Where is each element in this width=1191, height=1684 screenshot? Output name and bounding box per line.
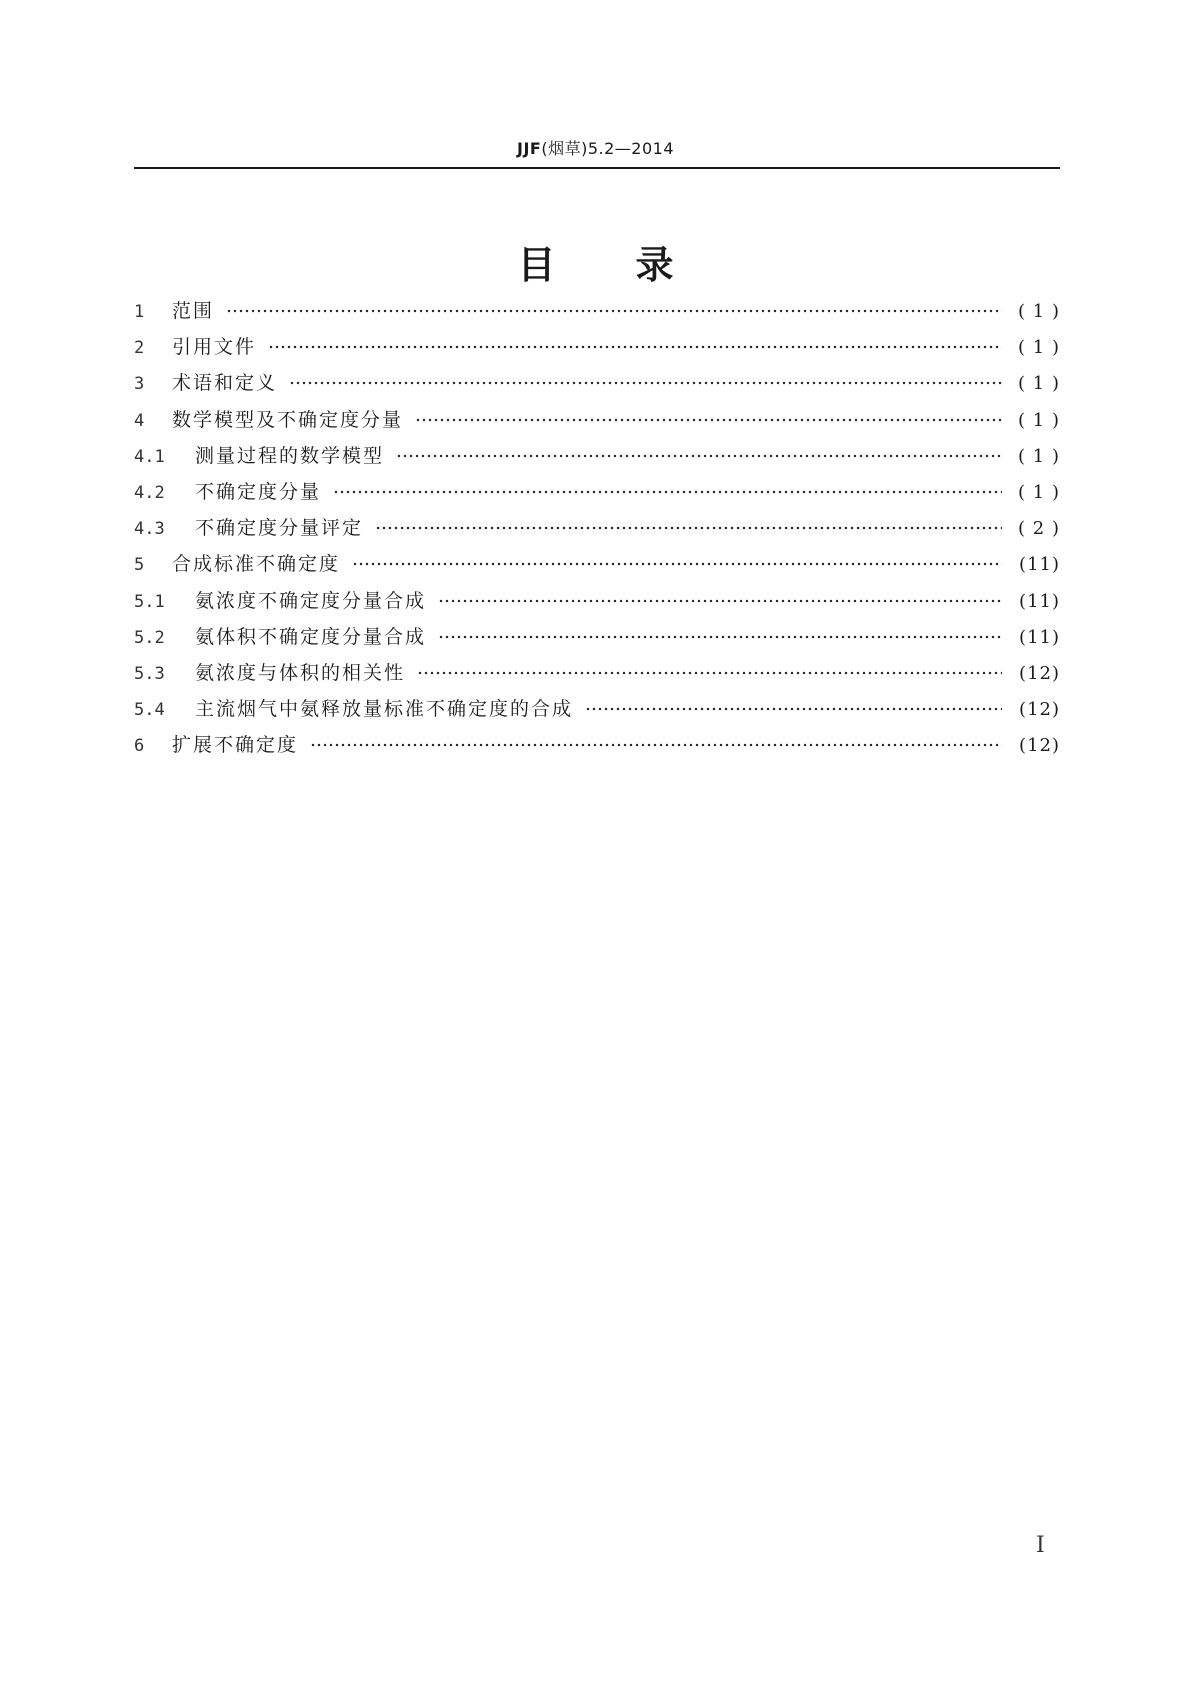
toc-page-number: (12) <box>1019 662 1060 684</box>
dot-leader <box>396 454 1002 458</box>
toc-page-number: (11) <box>1019 626 1060 648</box>
toc-entry[interactable] <box>134 694 1060 730</box>
toc-page-number: (11) <box>1019 590 1060 612</box>
dot-leader <box>438 599 1002 603</box>
toc-number: 4.3 <box>134 519 165 540</box>
dot-leader <box>352 562 1002 566</box>
page-folio: I <box>1036 1533 1045 1558</box>
dot-leader <box>310 743 1002 747</box>
toc-number: 5 <box>134 555 145 576</box>
toc-number: 5.1 <box>134 591 165 612</box>
dot-leader <box>268 345 1002 349</box>
toc-page-number: ( 1 ) <box>1018 337 1060 359</box>
toc-entry[interactable] <box>134 368 1060 404</box>
toc-page-number: ( 1 ) <box>1018 373 1060 395</box>
toc-number: 1 <box>134 302 145 322</box>
toc-entry[interactable] <box>134 477 1060 513</box>
toc-label: 氨体积不确定度分量合成 <box>195 625 427 648</box>
dot-leader <box>333 490 1002 494</box>
toc-entry[interactable] <box>134 549 1060 585</box>
toc-label: 范围 <box>172 300 215 322</box>
toc-label: 不确定度分量 <box>195 480 322 503</box>
toc-page-number: ( 1 ) <box>1018 301 1060 322</box>
toc-page-number: ( 1 ) <box>1018 445 1060 467</box>
toc-label: 不确定度分量评定 <box>195 517 364 540</box>
toc-label: 合成标准不确定度 <box>172 553 341 576</box>
toc-entry[interactable] <box>134 441 1060 477</box>
header-rule <box>134 167 1060 169</box>
toc-number: 6 <box>134 736 145 757</box>
toc-entry[interactable] <box>134 586 1060 622</box>
toc-label: 术语和定义 <box>172 372 278 395</box>
toc-label: 氨浓度与体积的相关性 <box>195 661 406 684</box>
toc-number: 4 <box>134 410 145 431</box>
toc-entry[interactable] <box>134 730 1060 766</box>
toc-title: 目录 <box>517 243 754 288</box>
standard-code-prefix: JJF <box>517 139 542 158</box>
toc-label: 引用文件 <box>172 336 257 359</box>
toc-entry[interactable] <box>134 405 1060 441</box>
dot-leader <box>226 309 1002 313</box>
dot-leader <box>415 418 1002 422</box>
toc-page-number: (11) <box>1019 554 1060 576</box>
toc-label: 主流烟气中氨释放量标准不确定度的合成 <box>195 698 574 721</box>
dot-leader <box>438 635 1002 639</box>
toc-number: 5.3 <box>134 663 165 684</box>
dot-leader <box>289 381 1002 385</box>
toc-page-number: ( 1 ) <box>1018 409 1060 431</box>
toc-number: 5.4 <box>134 700 165 721</box>
dot-leader <box>417 671 1002 675</box>
toc-number: 4.2 <box>134 482 165 503</box>
toc-list <box>134 296 1060 766</box>
toc-label: 数学模型及不确定度分量 <box>172 408 404 431</box>
toc-entry[interactable] <box>134 332 1060 368</box>
dot-leader <box>585 707 1002 711</box>
toc-entry[interactable] <box>134 622 1060 658</box>
toc-page-number: ( 2 ) <box>1018 518 1060 540</box>
toc-entry[interactable] <box>134 513 1060 549</box>
toc-entry[interactable] <box>134 658 1060 694</box>
toc-label: 氨浓度不确定度分量合成 <box>195 589 427 612</box>
standard-code-rest: (烟草)5.2—2014 <box>541 139 674 158</box>
toc-number: 2 <box>134 338 145 359</box>
toc-label: 扩展不确定度 <box>172 734 299 757</box>
toc-page-number: (12) <box>1019 699 1060 721</box>
dot-leader <box>375 526 1002 530</box>
toc-number: 4.1 <box>134 446 165 467</box>
toc-page-number: ( 1 ) <box>1018 481 1060 503</box>
toc-number: 3 <box>134 374 145 395</box>
toc-number: 5.2 <box>134 627 165 648</box>
toc-page-number: (12) <box>1019 735 1060 757</box>
page-header <box>0 136 1191 159</box>
toc-label: 测量过程的数学模型 <box>195 444 385 467</box>
toc-entry[interactable] <box>134 296 1060 332</box>
